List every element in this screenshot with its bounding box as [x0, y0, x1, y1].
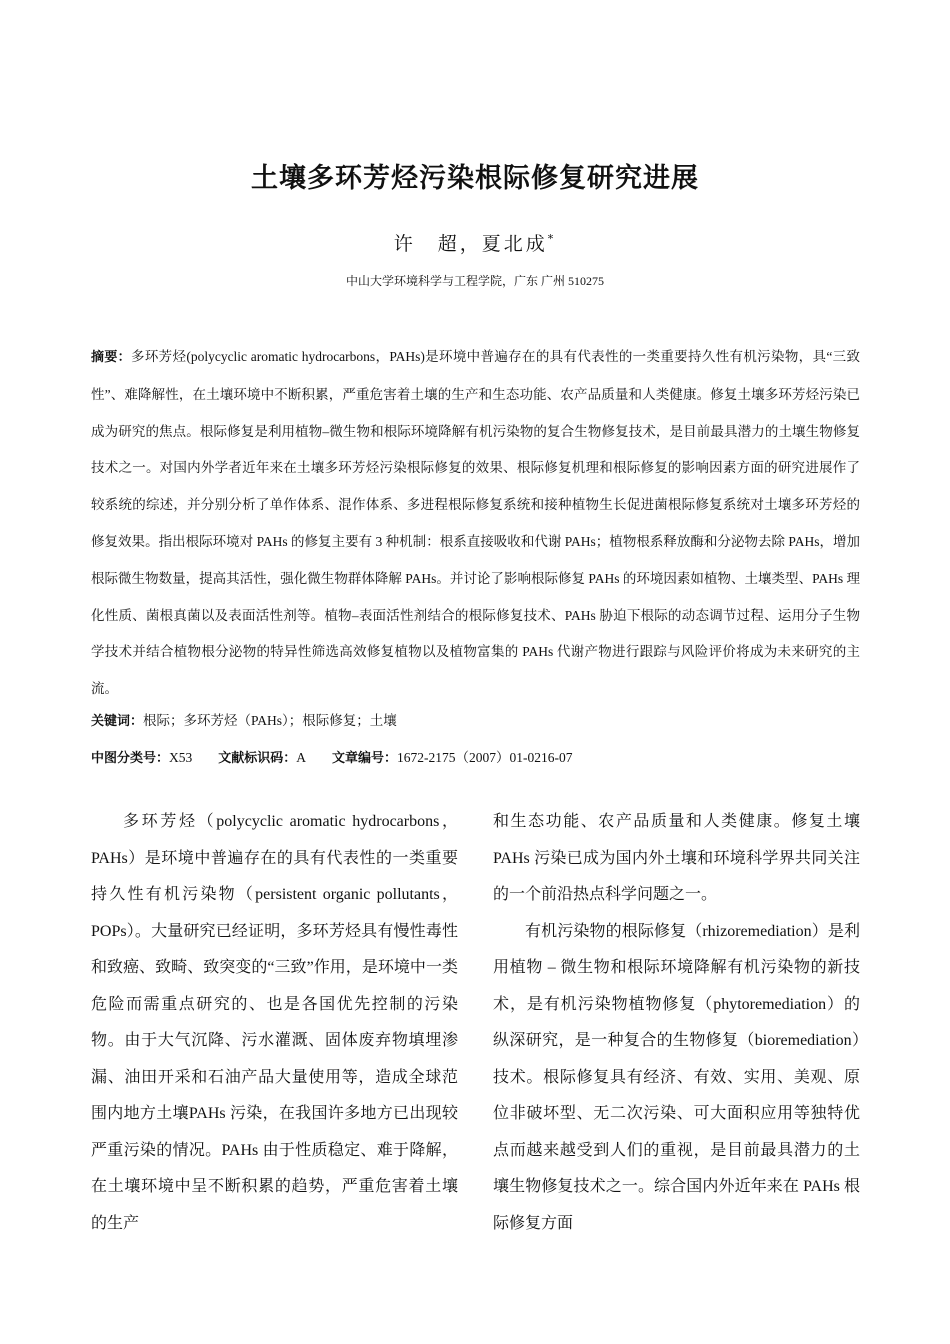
body-paragraph: 有机污染物的根际修复（rhizoremediation）是利用植物 – 微生物和根际环境降解有机污染物的新技术，是有机污染物植物修复（phytoremediation）的纵深研究，是一种复合的生物修复（bioremediation）技术。根际修复具有经济、有效、实用、美观、原位非破坏型、无二次污染、可大面积应用等独特优点而越来越受到人们的重视，是目前最具潜力的土壤生物修复技术之一。综合国内外近年来在 PAHs 根际修复方面	[493, 922, 860, 1232]
clc-label: 中图分类号：	[91, 751, 170, 766]
article-number-value: 1672-2175（2007）01-0216-07	[397, 750, 573, 765]
paper-title: 土壤多环芳烃污染根际修复研究进展	[251, 163, 699, 194]
body-column-left	[91, 804, 458, 1242]
abstract	[91, 339, 860, 708]
doc-code-value: A	[296, 750, 307, 765]
affiliation: 中山大学环境科学与工程学院，广东 广州 510275	[345, 274, 604, 288]
corresponding-author-mark: *	[547, 232, 557, 246]
abstract-text: 多环芳烃(polycyclic aromatic hydrocarbons，PAHs)是环境中普遍存在的具有代表性的一类重要持久性有机污染物，具“三致性”、难降解性，在土壤环境中不断积累，严重危害着土壤的生产和生态功能、农产品质量和人类健康。修复土壤多环芳烃污染已成为研究的焦点。根际修复是利用植物–微生物和根际环境降解有机污染物的复合生物修复技术，是目前最具潜力的土壤生物修复技术之一。对国内外学者近年来在土壤多环芳烃污染根际修复的效果、根际修复机理和根际修复的影响因素方面的研究进展作了较系统的综述，并分别分析了单作体系、混作体系、多进程根际修复系统和接种植物生长促进菌根际修复系统对土壤多环芳烃的修复效果。指出根际环境对 PAHs 的修复主要有 3 种机制：根系直接吸收和代谢 PAHs；植物根系释放酶和分泌物去除 PAHs，增加根际微生物数量，提高其活性，强化微生物群体降解 PAHs。并讨论了影响根际修复 PAHs 的环境因素如植物、土壤类型、PAHs 理化性质、菌根真菌以及表面活性剂等。植物–表面活性剂结合的根际修复技术、PAHs 胁迫下根际的动态调节过程、运用分子生物学技术并结合植物根分泌物的特异性筛选高效修复植物以及植物富集的 PAHs 代谢产物进行跟踪与风险评价将成为未来研究的主流。	[91, 349, 860, 697]
doc-code-label: 文献标识码：	[218, 751, 297, 766]
keywords-text: 根际；多环芳烃（PAHs）；根际修复；土壤	[143, 713, 397, 728]
keywords	[91, 709, 860, 729]
abstract-label: 摘要：	[91, 350, 131, 365]
clc-value: X53	[169, 750, 193, 765]
author-line	[0, 229, 950, 256]
article-number-label: 文章编号：	[332, 751, 398, 766]
body-paragraph: 多环芳烃（polycyclic aromatic hydrocarbons，PAHs）是环境中普遍存在的具有代表性的一类重要持久性有机污染物（persistent organic pollutants，POPs）。大量研究已经证明，多环芳烃具有慢性毒性和致癌、致畸、致突变的“三致”作用，是环境中一类危险而需重点研究的、也是各国优先控制的污染物。由于大气沉降、污水灌溉、固体废弃物填埋渗漏、油田开采和石油产品大量使用等，造成全球范围内地方土壤PAHs 污染，在我国许多地方已出现较严重污染的情况。PAHs 由于性质稳定、难于降解，在土壤环境中呈不断积累的趋势，严重危害着土壤的生产	[91, 813, 458, 1232]
body-column-right	[493, 804, 860, 1242]
author-names: 许 超，夏北成	[393, 233, 548, 255]
keywords-label: 关键词：	[91, 714, 144, 729]
classification-line	[91, 746, 860, 766]
body-paragraph: 和生态功能、农产品质量和人类健康。修复土壤PAHs 污染已成为国内外土壤和环境科学界共同关注的一个前沿热点科学问题之一。	[493, 813, 860, 903]
